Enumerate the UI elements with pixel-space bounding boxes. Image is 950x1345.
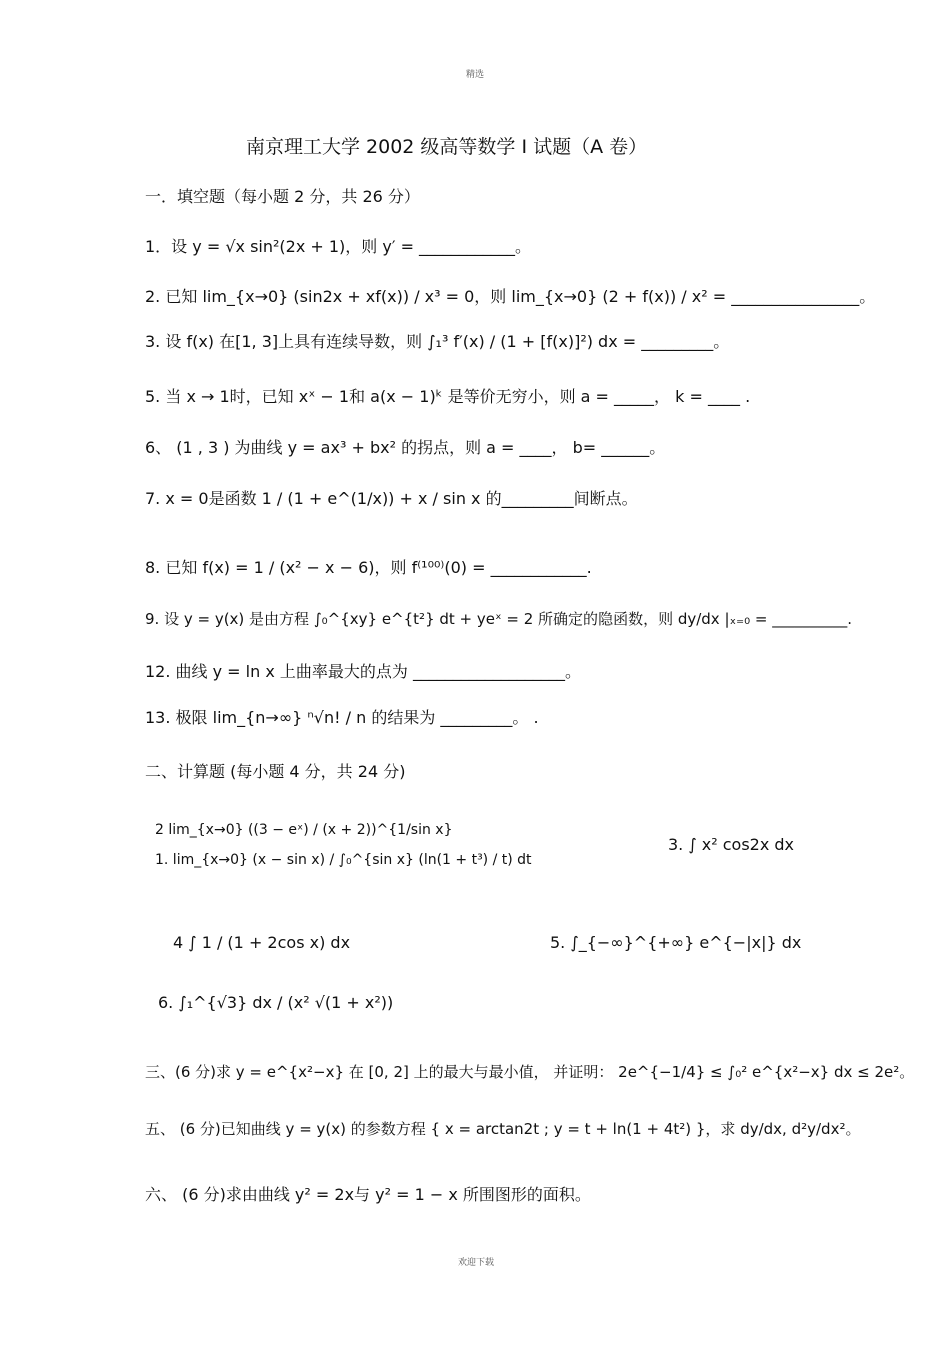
question-2-5: 5. ∫_{−∞}^{+∞} e^{−|x|} dx	[550, 933, 802, 952]
question-2-3: 3. ∫ x² cos2x dx	[668, 835, 795, 854]
question-1-2: 2. 已知 lim_{x→0} (sin2x + xf(x)) / x³ = 0，则 lim_{x→0} (2 + f(x)) / x² = ________________。	[145, 287, 876, 306]
question-1-12: 12. 曲线 y = ln x 上曲率最大的点为 ___________________。	[145, 662, 581, 681]
section-1-heading: 一．填空题（每小题 2 分，共 26 分）	[145, 187, 420, 206]
section-2-heading: 二、计算题 (每小题 4 分，共 24 分)	[145, 762, 406, 781]
question-1-6: 6、 (1 , 3 ) 为曲线 y = ax³ + bx² 的拐点，则 a = ____， b= ______。	[145, 438, 666, 457]
bottom-note: 欢迎下载	[458, 1258, 495, 1268]
question-1-9: 9. 设 y = y(x) 是由方程 ∫₀^{xy} e^{t²} dt + yeˣ = 2 所确定的隐函数，则 dy/dx |ₓ₌₀ = __________.	[145, 610, 852, 628]
section-3: 三、(6 分)求 y = e^{x²−x} 在 [0, 2] 上的最大与最小值， 并证明： 2e^{−1/4} ≤ ∫₀² e^{x²−x} dx ≤ 2e²。	[145, 1063, 915, 1081]
question-1-13: 13. 极限 lim_{n→∞} ⁿ√n! / n 的结果为 _________。 .	[145, 708, 539, 727]
exam-title: 南京理工大学 2002 级高等数学 I 试题（A 卷）	[246, 136, 648, 158]
question-2-6: 6. ∫₁^{√3} dx / (x² √(1 + x²))	[158, 993, 394, 1012]
question-2-1: 1. lim_{x→0} (x − sin x) / ∫₀^{sin x} (ln(1 + t³) / t) dt	[155, 852, 532, 868]
question-1-8: 8. 已知 f(x) = 1 / (x² − x − 6)，则 f⁽¹⁰⁰⁾(0) = ____________.	[145, 558, 592, 577]
question-2-2: 2 lim_{x→0} ((3 − eˣ) / (x + 2))^{1/sin x}	[155, 822, 453, 838]
question-1-1: 1．设 y = √x sin²(2x + 1)，则 y′ = ____________。	[145, 237, 532, 256]
section-6: 六、 (6 分)求由曲线 y² = 2x与 y² = 1 − x 所围图形的面积。	[145, 1185, 591, 1204]
top-note: 精选	[466, 70, 485, 80]
question-1-3: 3. 设 f(x) 在[1, 3]上具有连续导数，则 ∫₁³ f′(x) / (1 + [f(x)]²) dx = _________。	[145, 332, 730, 351]
question-1-7: 7. x = 0是函数 1 / (1 + e^(1/x)) + x / sin x 的_________间断点。	[145, 489, 638, 508]
question-2-4: 4 ∫ 1 / (1 + 2cos x) dx	[173, 933, 351, 952]
section-5: 五、 (6 分)已知曲线 y = y(x) 的参数方程 { x = arctan2t ; y = t + ln(1 + 4t²) }，求 dy/dx, d²y/dx²。	[145, 1120, 861, 1138]
question-1-5: 5. 当 x → 1时，已知 xˣ − 1和 a(x − 1)ᵏ 是等价无穷小，则 a = _____， k = ____ .	[145, 387, 751, 406]
